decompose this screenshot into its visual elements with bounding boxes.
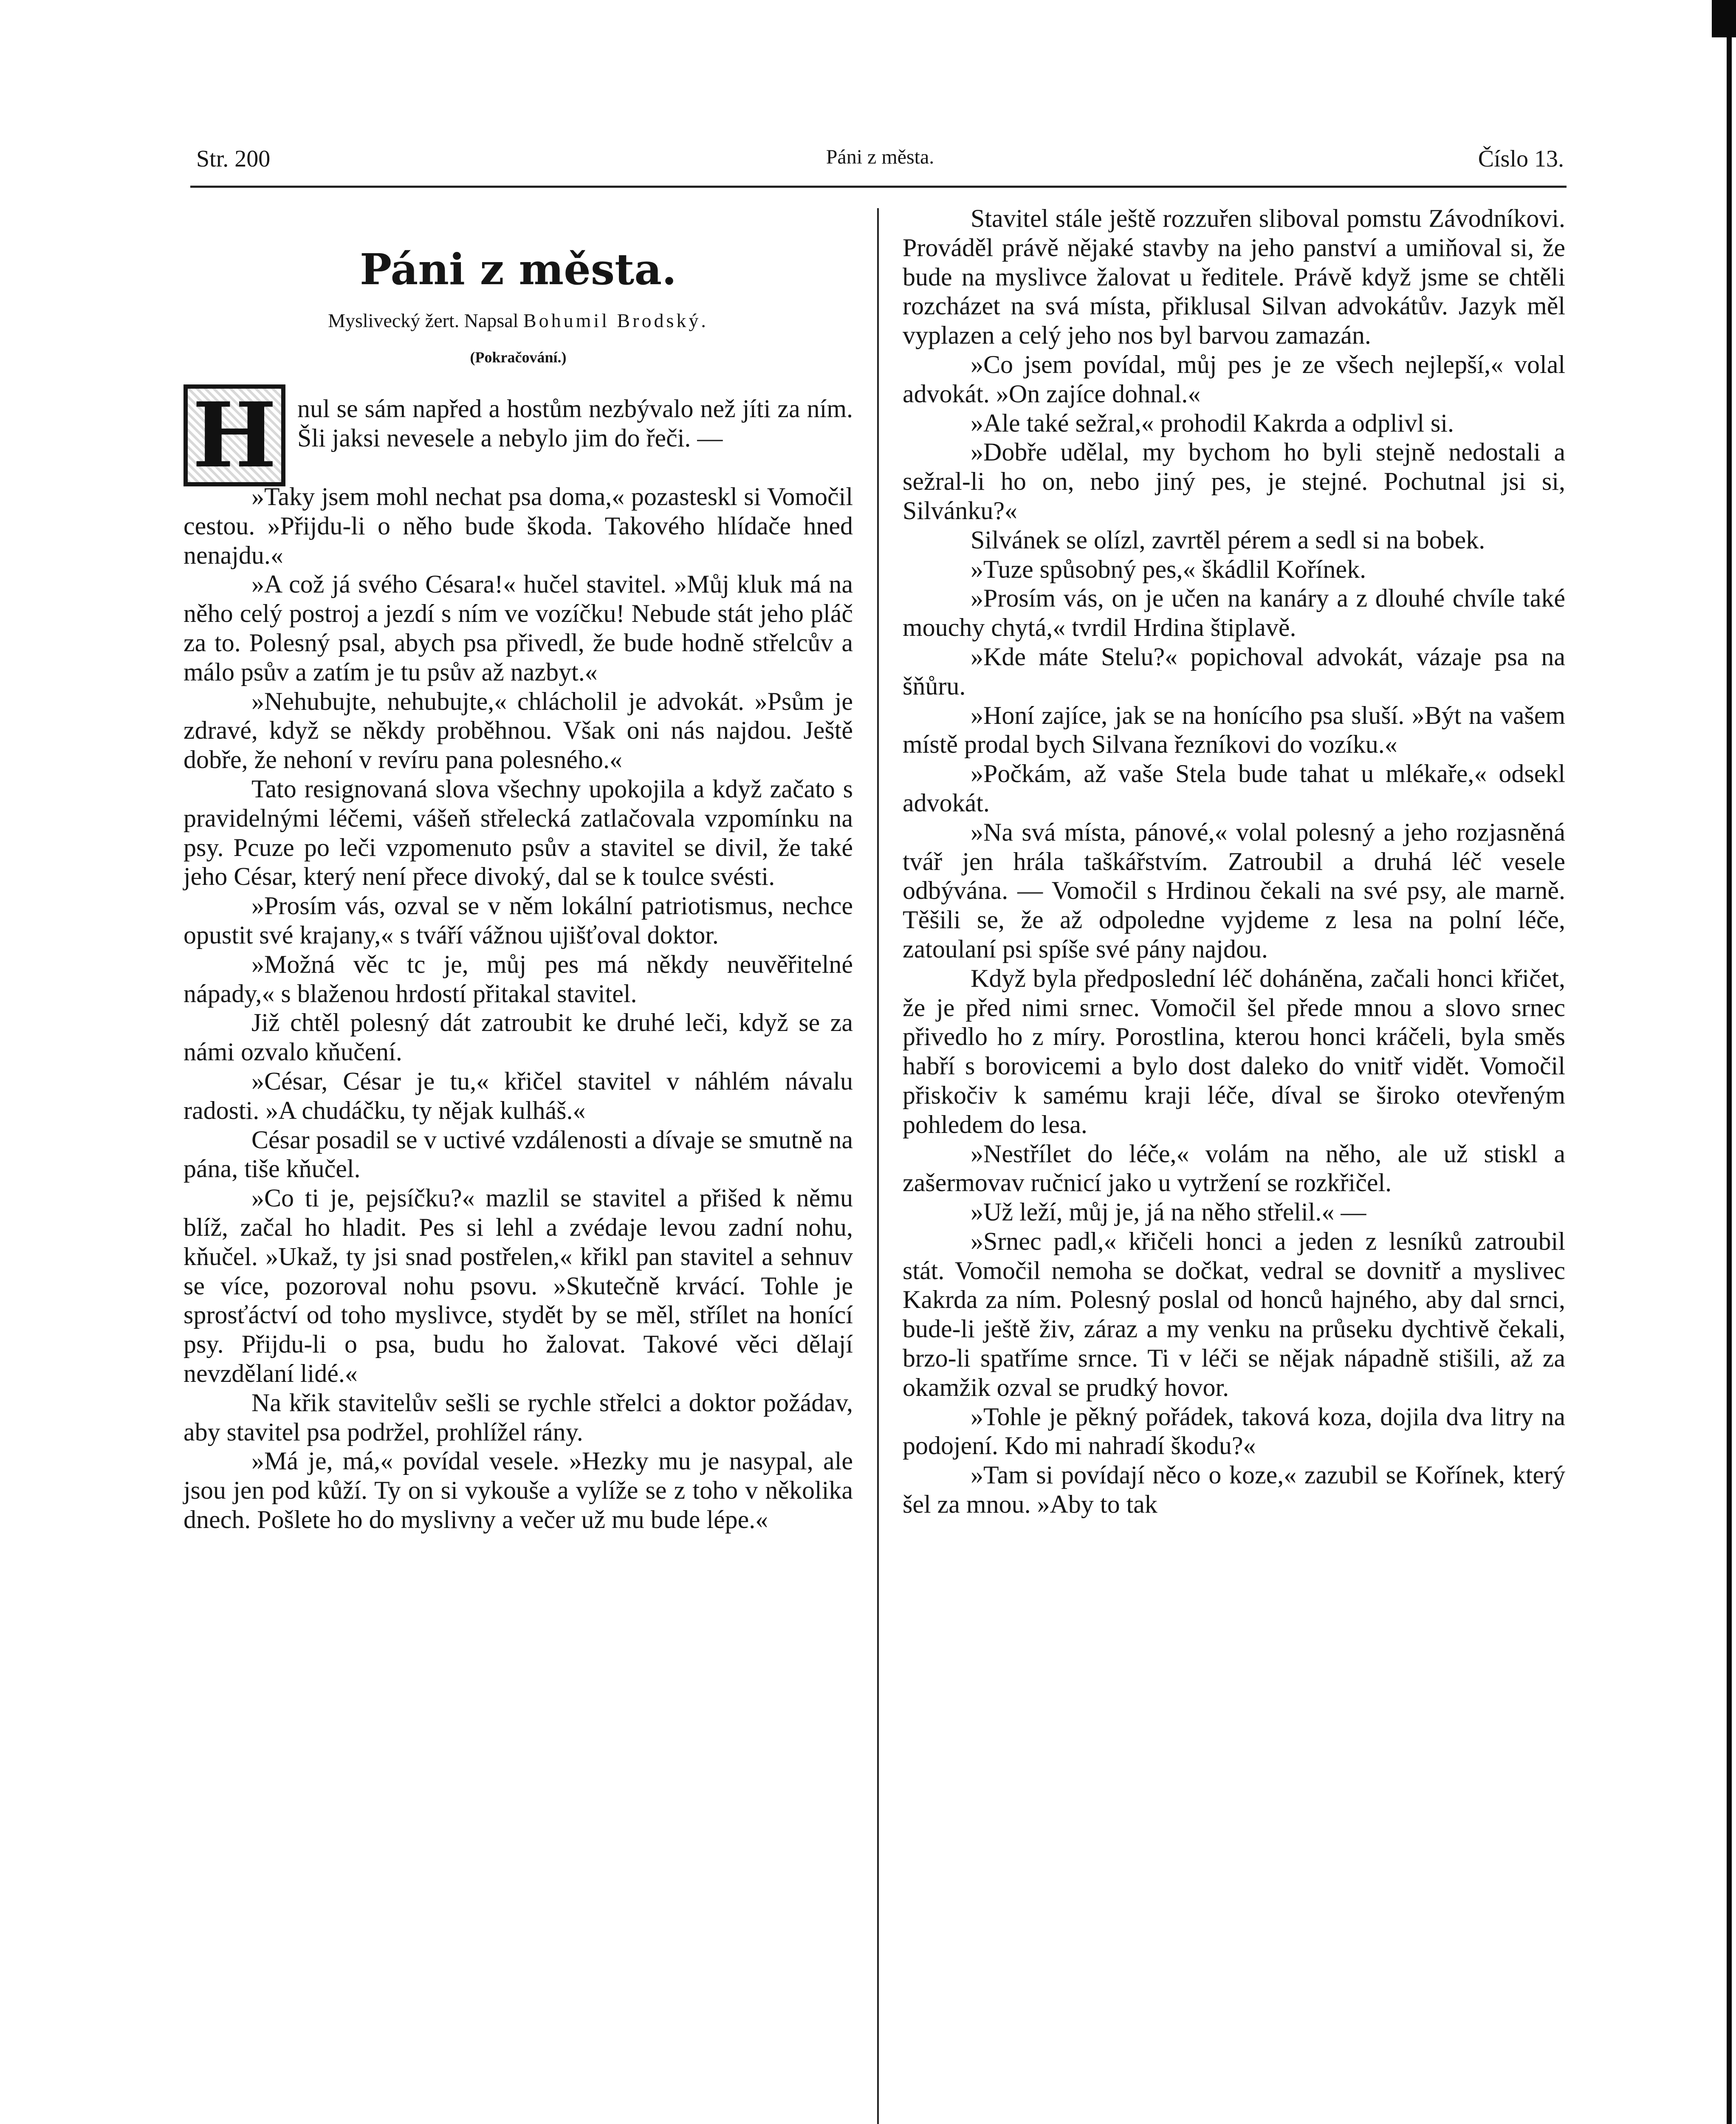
paragraph: »Má je, má,« povídal vesele. »Hezky mu je nasypal, ale jsou jen pod kůží. Ty on si vykouše a vylíže se z toho v několika dnech. Pošlete ho do myslivny a večer už mu bude lépe.« [183, 1447, 853, 1534]
left-column [183, 482, 853, 1534]
paragraph: »Na svá místa, pánové,« volal polesný a jeho rozjasněná tvář jen hrála taškářstvím. Zatroubil a druhá léč vesele odbývána. — Vomočil s Hrdinou čekali na své psy, ale marně. Těšili se, že až odpoledne vyjdeme z lesa na polní léče, zatoulaní psi spíše své pány najdou. [903, 818, 1565, 963]
paragraph: »Prosím vás, ozval se v něm lokální patriotismus, nechce opustit své krajany,« s tváří vážnou ujišťoval doktor. [183, 892, 853, 949]
paragraph: Silvánek se olízl, zavrtěl pérem a sedl si na bobek. [971, 525, 1485, 554]
paragraph: »Prosím vás, on je učen na kanáry a z dlouhé chvíle také mouchy chytá,« tvrdil Hrdina štiplavě. [903, 584, 1565, 642]
paragraph: »Nestřílet do léče,« volám na něho, ale už stiskl a zašermovav ručnicí jako u vytržení se rozkřičel. [903, 1139, 1565, 1197]
running-title: Páni z města. [826, 146, 934, 168]
paragraph: César posadil se v uctivé vzdálenosti a dívaje se smutně na pána, tiše kňučel. [183, 1125, 853, 1183]
paragraph: »Co jsem povídal, můj pes je ze všech nejlepší,« volal advokát. »On zajíce dohnal.« [903, 350, 1565, 408]
byline-prefix: Myslivecký žert. Napsal [328, 310, 519, 331]
right-column [903, 204, 1565, 1519]
paragraph: »Nehubujte, nehubujte,« chlácholil je advokát. »Psům je zdravé, když se někdy proběhnou. Však oni nás najdou. Ještě dobře, že nehoní v revíru pana polesného.« [183, 687, 853, 774]
paragraph: Stavitel stále ještě rozzuřen sliboval pomstu Závodníkovi. Prováděl právě nějaké stavby na jeho panství a umiňoval si, že bude na myslivce žalovat u ředitele. Právě když jsme se chtěli rozcházet na svá místa, přiklusal Silvan advokátův. Jazyk měl vyplazen a celý jeho nos byl barvou zamazán. [903, 204, 1565, 350]
page-corner-shadow [1712, 0, 1736, 37]
paragraph: »A což já svého Césara!« hučel stavitel. »Můj kluk má na něho celý postroj a jezdí s ním ve vozíčku! Nebude stát jeho pláč za to. Polesný psal, abych psa přivedl, že bude hodně střelcův a málo psův a zatím je tu psův až nazbyt.« [183, 570, 853, 686]
paragraph: Tato resignovaná slova všechny upokojila a když začato s pravidelnými léčemi, vášeň střelecká zatlačovala vzpomínku na psy. Pcuze po leči vzpomenuto psův a stavitel se divil, že také jeho César, který není přece divoký, dal se k toulce svésti. [183, 774, 853, 891]
column-divider [877, 208, 879, 2124]
intro-text: nul se sám napřed a hostům nezbývalo než jíti za ním. Šli jaksi nevesele a nebylo jim do řeči. — [297, 395, 853, 452]
continued-note: (Pokračování.) [470, 349, 567, 366]
paragraph: Na křik stavitelův sešli se rychle střelci a doktor požádav, aby stavitel psa podržel, prohlížel rány. [183, 1388, 853, 1446]
article-title: Páni z města. [360, 244, 677, 294]
paragraph: Když byla předposlední léč doháněna, začali honci křičet, že je před nimi srnec. Vomočil šel přede mnou a slovo srnec přivedlo ho z míry. Porostlina, kterou honci kráčeli, byla směs habří s borovicemi a bylo dost daleko do vnitř vidět. Vomočil přiskočiv k samému kraji léče, díval se široko otevřeným pohledem do lesa. [903, 964, 1565, 1138]
issue-number: Číslo 13. [1478, 146, 1564, 172]
article-byline [183, 309, 853, 332]
page-edge-shadow [1727, 0, 1732, 2124]
paragraph: »Tuze spůsobný pes,« škádlil Kořínek. [971, 555, 1366, 583]
paragraph: »Počkám, až vaše Stela bude tahat u mlékaře,« odsekl advokát. [903, 760, 1565, 817]
paragraph: »Srnec padl,« křičeli honci a jeden z lesníků zatroubil stát. Vomočil nemoha se dočkat, vedral se dovnitř a myslivec Kakrda za ním. Polesný poslal od honců hajného, aby dal srnci, bude-li ještě živ, záraz a my venku na průseku dychtivě čekali, brzo-li spatříme srnce. Ti v léči se nějak nápadně stišili, až za okamžik ozval se prudký hovor. [903, 1227, 1565, 1401]
paragraph: »Kde máte Stelu?« popichoval advokát, vázaje psa na šňůru. [903, 642, 1565, 700]
drop-cap [183, 384, 285, 486]
paragraph: »Tohle je pěkný pořádek, taková koza, dojila dva litry na podojení. Kdo mi nahradí škodu?« [903, 1402, 1565, 1460]
header-rule [190, 186, 1567, 188]
paragraph: »Ale také sežral,« prohodil Kakrda a odplivl si. [971, 409, 1454, 437]
paragraph: »Taky jsem mohl nechat psa doma,« pozasteskl si Vomočil cestou. »Přijdu-li o něho bude škoda. Takového hlídače hned nenajdu.« [183, 483, 853, 569]
paragraph: »Dobře udělal, my bychom ho byli stejně nedostali a sežral-li ho on, nebo jiný pes, je stejné. Pochutnal jsi si, Silvánku?« [903, 438, 1565, 525]
page-header [196, 133, 1564, 179]
paragraph: »Možná věc tc je, můj pes má někdy neuvěřitelné nápady,« s blaženou hrdostí přitakal stavitel. [183, 950, 853, 1008]
paragraph: »Co ti je, pejsíčku?« mazlil se stavitel a přišed k němu blíž, začal ho hladit. Pes si lehl a zvédaje levou zadní nohu, kňučel. »Ukaž, ty jsi snad postřelen,« křikl pan stavitel a sehnuv se více, pozoroval nohu psovu. »Skutečně krvácí. Tohle je sprosťáctví od toho myslivce, stydět by se měl, střílet na honící psy. Přijdu-li o psa, budu ho žalovat. Takové věci dělají nevzdělaní lidé.« [183, 1184, 853, 1387]
page-number: Str. 200 [196, 146, 271, 172]
paragraph: »Tam si povídají něco o koze,« zazubil se Kořínek, který šel za mnou. »Aby to tak [903, 1461, 1565, 1519]
drop-cap-letter: H [192, 383, 277, 488]
paragraph: Již chtěl polesný dát zatroubit ke druhé leči, když se za námi ozvalo kňučení. [183, 1008, 853, 1066]
paragraph: »Už leží, můj je, já na něho střelil.« — [971, 1198, 1366, 1226]
paragraph: »César, César je tu,« křičel stavitel v náhlém návalu radosti. »A chudáčku, ty nějak kulháš.« [183, 1067, 853, 1124]
paragraph: »Honí zajíce, jak se na honícího psa sluší. »Být na vašem místě prodal bych Silvana řezníkovi do vozíku.« [903, 701, 1565, 759]
author-name: Bohumil Brodský. [523, 310, 709, 331]
